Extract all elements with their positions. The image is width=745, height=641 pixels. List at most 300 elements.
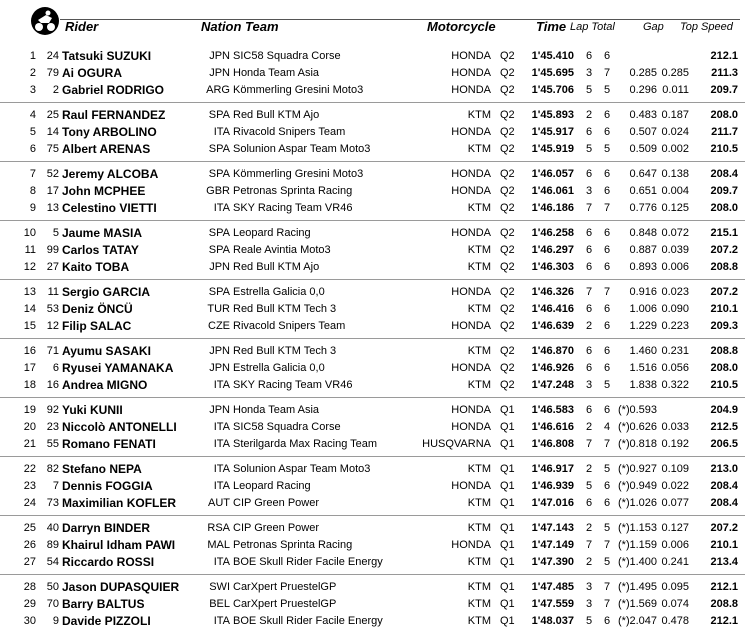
nation: SPA bbox=[208, 168, 230, 180]
gap-previous: 0.056 bbox=[661, 362, 689, 374]
team: SKY Racing Team VR46 bbox=[233, 202, 353, 214]
gap-first: 1.229 bbox=[629, 320, 657, 332]
total-laps: 7 bbox=[604, 202, 611, 214]
group-separator bbox=[0, 102, 745, 103]
rider-name: Jeremy ALCOBA bbox=[62, 167, 159, 181]
top-speed: 211.7 bbox=[711, 126, 738, 138]
col-motorcycle-header: Motorcycle bbox=[427, 19, 496, 34]
team: CIP Green Power bbox=[233, 522, 320, 534]
rider-name: Davide PIZZOLI bbox=[62, 614, 151, 628]
top-speed: 215.1 bbox=[710, 227, 738, 239]
total-laps: 7 bbox=[604, 286, 611, 298]
motorcycle: HONDA bbox=[451, 50, 491, 62]
team: SIC58 Squadra Corse bbox=[233, 50, 341, 62]
position: 12 bbox=[23, 261, 36, 273]
rider-name: Riccardo ROSSI bbox=[62, 555, 155, 569]
session: Q2 bbox=[500, 345, 515, 357]
rider-name: John MCPHEE bbox=[62, 184, 146, 198]
rider-name: Celestino VIETTI bbox=[62, 201, 157, 215]
session: Q2 bbox=[500, 67, 515, 79]
gap-first: 0.651 bbox=[629, 185, 657, 197]
rider-name: Maximilian KOFLER bbox=[62, 496, 177, 510]
table-row bbox=[0, 107, 745, 124]
lap-time: 1'45.410 bbox=[531, 50, 574, 62]
nation: CZE bbox=[208, 320, 230, 332]
nation: SPA bbox=[208, 227, 230, 239]
rider-number: 99 bbox=[46, 244, 59, 256]
motorcycle: KTM bbox=[467, 497, 491, 509]
total-laps: 6 bbox=[604, 185, 611, 197]
session: Q2 bbox=[500, 261, 515, 273]
nation: ITA bbox=[213, 202, 230, 214]
nation: JPN bbox=[209, 67, 230, 79]
motorcycle: KTM bbox=[467, 202, 491, 214]
gap-previous: 0.074 bbox=[661, 598, 689, 610]
motorcycle: HONDA bbox=[451, 168, 491, 180]
lap-time: 1'46.326 bbox=[531, 286, 574, 298]
rider-name: Romano FENATI bbox=[62, 437, 156, 451]
rider-number: 17 bbox=[46, 185, 59, 197]
lap-time: 1'46.297 bbox=[531, 244, 574, 256]
rider-number: 14 bbox=[46, 126, 59, 138]
position: 5 bbox=[29, 126, 36, 138]
lap-time: 1'47.248 bbox=[531, 379, 574, 391]
gap-first: 1.400 bbox=[629, 556, 657, 568]
table-row bbox=[0, 242, 745, 259]
gap-first: 0.647 bbox=[629, 168, 657, 180]
nation: ITA bbox=[213, 480, 230, 492]
position: 24 bbox=[23, 497, 36, 509]
gap-first: 1.569 bbox=[629, 598, 657, 610]
gap-previous: 0.241 bbox=[661, 556, 689, 568]
lap-time: 1'45.695 bbox=[531, 67, 574, 79]
group-separator bbox=[0, 220, 745, 221]
rider-number: 71 bbox=[46, 345, 59, 357]
gap-first: 0.483 bbox=[629, 109, 657, 121]
position: 17 bbox=[23, 362, 36, 374]
session: Q2 bbox=[500, 185, 515, 197]
total-laps: 7 bbox=[604, 598, 611, 610]
top-speed: 209.7 bbox=[710, 185, 738, 197]
gap-previous: 0.023 bbox=[661, 286, 689, 298]
total-laps: 6 bbox=[604, 227, 611, 239]
best-lap: 3 bbox=[586, 581, 593, 593]
nation: JPN bbox=[209, 362, 230, 374]
table-row bbox=[0, 360, 745, 377]
top-speed: 210.1 bbox=[710, 539, 738, 551]
motorcycle: KTM bbox=[467, 581, 491, 593]
lap-time: 1'46.057 bbox=[531, 168, 574, 180]
gap-first: 2.047 bbox=[629, 615, 657, 627]
group-separator bbox=[0, 279, 745, 280]
total-laps: 5 bbox=[604, 379, 611, 391]
session: Q1 bbox=[500, 615, 515, 627]
rider-number: 13 bbox=[46, 202, 59, 214]
top-speed: 210.1 bbox=[710, 303, 738, 315]
team: Red Bull KTM Ajo bbox=[233, 261, 320, 273]
gap-previous: 0.127 bbox=[661, 522, 689, 534]
table-row bbox=[0, 343, 745, 360]
col-gap-header: Gap bbox=[643, 21, 664, 33]
session: Q2 bbox=[500, 143, 515, 155]
motorcycle: KTM bbox=[467, 379, 491, 391]
gap-previous: 0.077 bbox=[661, 497, 689, 509]
table-row bbox=[0, 579, 745, 596]
nation: SPA bbox=[208, 143, 230, 155]
gap-first: 0.818 bbox=[629, 438, 657, 450]
position: 19 bbox=[23, 404, 36, 416]
rider-number: 70 bbox=[46, 598, 59, 610]
session: Q2 bbox=[500, 362, 515, 374]
rider-number: 73 bbox=[46, 497, 59, 509]
total-laps: 4 bbox=[604, 421, 611, 433]
best-lap: 2 bbox=[586, 421, 593, 433]
session: Q2 bbox=[500, 84, 515, 96]
motorcycle: KTM bbox=[467, 143, 491, 155]
rider-number: 92 bbox=[46, 404, 59, 416]
rider-number: 89 bbox=[46, 539, 59, 551]
lap-time: 1'46.258 bbox=[531, 227, 574, 239]
motorcycle: HONDA bbox=[451, 539, 491, 551]
gap-previous: 0.039 bbox=[661, 244, 689, 256]
table-row bbox=[0, 402, 745, 419]
rider-name: Carlos TATAY bbox=[62, 243, 139, 257]
rider-name: Darryn BINDER bbox=[62, 521, 151, 535]
table-row bbox=[0, 554, 745, 571]
team: Solunion Aspar Team Moto3 bbox=[233, 143, 371, 155]
best-lap: 6 bbox=[586, 50, 593, 62]
best-lap: 3 bbox=[586, 67, 593, 79]
group-separator bbox=[0, 456, 745, 457]
team: Kömmerling Gresini Moto3 bbox=[233, 168, 364, 180]
team: BOE Skull Rider Facile Energy bbox=[233, 615, 383, 627]
top-speed: 207.2 bbox=[710, 522, 738, 534]
top-speed: 207.2 bbox=[710, 286, 738, 298]
asterisk-note: (*) bbox=[618, 615, 630, 627]
motorcycle: KTM bbox=[467, 598, 491, 610]
asterisk-note: (*) bbox=[618, 598, 630, 610]
table-row bbox=[0, 436, 745, 453]
table-row bbox=[0, 225, 745, 242]
group-separator bbox=[0, 397, 745, 398]
rider-number: 79 bbox=[46, 67, 59, 79]
position: 25 bbox=[23, 522, 36, 534]
session: Q2 bbox=[500, 202, 515, 214]
position: 21 bbox=[23, 438, 36, 450]
team: Petronas Sprinta Racing bbox=[233, 185, 353, 197]
position: 2 bbox=[29, 67, 36, 79]
team: Reale Avintia Moto3 bbox=[233, 244, 331, 256]
team: Estrella Galicia 0,0 bbox=[233, 362, 325, 374]
motorcycle: HONDA bbox=[451, 185, 491, 197]
best-lap: 5 bbox=[586, 143, 593, 155]
total-laps: 6 bbox=[604, 345, 611, 357]
team: Sterilgarda Max Racing Team bbox=[233, 438, 378, 450]
best-lap: 6 bbox=[586, 244, 593, 256]
gap-first: 0.916 bbox=[629, 286, 657, 298]
table-row bbox=[0, 461, 745, 478]
rider-number: 2 bbox=[52, 84, 59, 96]
team: Rivacold Snipers Team bbox=[233, 320, 346, 332]
session: Q2 bbox=[500, 244, 515, 256]
motorcycle: HONDA bbox=[451, 404, 491, 416]
session: Q2 bbox=[500, 50, 515, 62]
motorcycle: HONDA bbox=[451, 67, 491, 79]
top-speed: 212.1 bbox=[710, 581, 738, 593]
table-row bbox=[0, 200, 745, 217]
gap-previous: 0.285 bbox=[661, 67, 689, 79]
motorcycle: KTM bbox=[467, 303, 491, 315]
rider-name: Raul FERNANDEZ bbox=[62, 108, 166, 122]
nation: SPA bbox=[208, 286, 230, 298]
gap-previous: 0.004 bbox=[661, 185, 689, 197]
session: Q2 bbox=[500, 227, 515, 239]
best-lap: 7 bbox=[586, 286, 593, 298]
top-speed: 213.0 bbox=[710, 463, 738, 475]
table-row bbox=[0, 318, 745, 335]
gap-previous: 0.138 bbox=[661, 168, 689, 180]
rider-name: Ryusei YAMANAKA bbox=[62, 361, 174, 375]
position: 11 bbox=[24, 244, 36, 256]
motorcycle: KTM bbox=[467, 244, 491, 256]
team: Petronas Sprinta Racing bbox=[233, 539, 353, 551]
total-laps: 7 bbox=[604, 581, 611, 593]
best-lap: 6 bbox=[586, 303, 593, 315]
asterisk-note: (*) bbox=[618, 421, 630, 433]
total-laps: 6 bbox=[604, 261, 611, 273]
top-speed: 209.3 bbox=[710, 320, 738, 332]
position: 22 bbox=[23, 463, 36, 475]
rider-number: 7 bbox=[52, 480, 59, 492]
lap-time: 1'46.186 bbox=[531, 202, 574, 214]
asterisk-note: (*) bbox=[618, 480, 630, 492]
gap-first: 0.507 bbox=[629, 126, 657, 138]
session: Q2 bbox=[500, 168, 515, 180]
asterisk-note: (*) bbox=[618, 404, 630, 416]
rider-number: 53 bbox=[46, 303, 59, 315]
nation: SPA bbox=[208, 244, 230, 256]
position: 1 bbox=[29, 50, 36, 62]
asterisk-note: (*) bbox=[618, 463, 630, 475]
top-speed: 207.2 bbox=[710, 244, 738, 256]
motorcycle: KTM bbox=[467, 522, 491, 534]
total-laps: 6 bbox=[604, 615, 611, 627]
session: Q1 bbox=[500, 404, 515, 416]
table-row bbox=[0, 259, 745, 276]
position: 3 bbox=[29, 84, 36, 96]
lap-time: 1'47.390 bbox=[531, 556, 574, 568]
top-speed: 208.8 bbox=[710, 598, 738, 610]
group-separator bbox=[0, 515, 745, 516]
top-speed: 208.0 bbox=[710, 202, 738, 214]
total-laps: 5 bbox=[604, 143, 611, 155]
position: 4 bbox=[29, 109, 36, 121]
best-lap: 6 bbox=[586, 168, 593, 180]
motorcycle: KTM bbox=[467, 615, 491, 627]
table-row bbox=[0, 65, 745, 82]
rider-number: 24 bbox=[46, 50, 59, 62]
group-separator bbox=[0, 161, 745, 162]
table-row bbox=[0, 301, 745, 318]
gap-previous: 0.192 bbox=[661, 438, 689, 450]
lap-time: 1'47.143 bbox=[531, 522, 574, 534]
best-lap: 3 bbox=[586, 379, 593, 391]
table-row bbox=[0, 495, 745, 512]
total-laps: 7 bbox=[604, 539, 611, 551]
gap-first: 0.848 bbox=[629, 227, 657, 239]
total-laps: 5 bbox=[604, 463, 611, 475]
best-lap: 6 bbox=[586, 261, 593, 273]
nation: ITA bbox=[213, 463, 230, 475]
session: Q2 bbox=[500, 303, 515, 315]
rider-number: 25 bbox=[46, 109, 59, 121]
gap-previous: 0.024 bbox=[661, 126, 689, 138]
rider-name: Dennis FOGGIA bbox=[62, 479, 153, 493]
session: Q2 bbox=[500, 126, 515, 138]
team: Honda Team Asia bbox=[233, 67, 320, 79]
gap-first: 0.296 bbox=[629, 84, 657, 96]
nation: SWI bbox=[209, 581, 230, 593]
gap-first: 1.153 bbox=[629, 522, 657, 534]
rider-number: 50 bbox=[46, 581, 59, 593]
rider-name: Andrea MIGNO bbox=[62, 378, 148, 392]
motorcycle: HONDA bbox=[451, 227, 491, 239]
team: Leopard Racing bbox=[233, 227, 311, 239]
gap-first: 1.006 bbox=[629, 303, 657, 315]
lap-time: 1'46.639 bbox=[531, 320, 574, 332]
position: 9 bbox=[29, 202, 36, 214]
total-laps: 6 bbox=[604, 50, 611, 62]
table-row bbox=[0, 124, 745, 141]
rider-number: 27 bbox=[46, 261, 59, 273]
motorcycle: HONDA bbox=[451, 286, 491, 298]
nation: ITA bbox=[213, 126, 230, 138]
rider-name: Tony ARBOLINO bbox=[62, 125, 157, 139]
rider-name: Yuki KUNII bbox=[62, 403, 123, 417]
gap-previous: 0.011 bbox=[662, 84, 689, 96]
table-row bbox=[0, 520, 745, 537]
table-row bbox=[0, 284, 745, 301]
gap-previous: 0.095 bbox=[661, 581, 689, 593]
best-lap: 5 bbox=[586, 480, 593, 492]
session: Q1 bbox=[500, 598, 515, 610]
lap-time: 1'45.917 bbox=[531, 126, 574, 138]
asterisk-note: (*) bbox=[618, 497, 630, 509]
position: 26 bbox=[23, 539, 36, 551]
session: Q1 bbox=[500, 463, 515, 475]
best-lap: 7 bbox=[586, 539, 593, 551]
top-speed: 212.1 bbox=[710, 615, 738, 627]
nation: ITA bbox=[213, 438, 230, 450]
motorcycle: HONDA bbox=[451, 480, 491, 492]
motorcycle: HONDA bbox=[451, 320, 491, 332]
total-laps: 6 bbox=[604, 303, 611, 315]
best-lap: 2 bbox=[586, 556, 593, 568]
gap-previous: 0.109 bbox=[661, 463, 689, 475]
total-laps: 6 bbox=[604, 126, 611, 138]
team: Honda Team Asia bbox=[233, 404, 320, 416]
asterisk-note: (*) bbox=[618, 522, 630, 534]
session: Q2 bbox=[500, 320, 515, 332]
top-speed: 209.7 bbox=[710, 84, 738, 96]
lap-time: 1'47.016 bbox=[531, 497, 574, 509]
rider-name: Tatsuki SUZUKI bbox=[62, 49, 152, 63]
best-lap: 6 bbox=[586, 362, 593, 374]
team: Rivacold Snipers Team bbox=[233, 126, 346, 138]
motorcycle: KTM bbox=[467, 345, 491, 357]
rider-number: 75 bbox=[46, 143, 59, 155]
table-row bbox=[0, 48, 745, 65]
nation: ITA bbox=[213, 379, 230, 391]
team: CIP Green Power bbox=[233, 497, 320, 509]
nation: SPA bbox=[208, 109, 230, 121]
gap-previous: 0.090 bbox=[661, 303, 689, 315]
best-lap: 6 bbox=[586, 497, 593, 509]
col-top-speed-header: Top Speed bbox=[680, 21, 733, 33]
team: Solunion Aspar Team Moto3 bbox=[233, 463, 371, 475]
gap-previous: 0.125 bbox=[661, 202, 689, 214]
team: Estrella Galicia 0,0 bbox=[233, 286, 325, 298]
rider-name: Filip SALAC bbox=[62, 319, 132, 333]
gap-first: 1.516 bbox=[629, 362, 657, 374]
table-row bbox=[0, 183, 745, 200]
rider-name: Ayumu SASAKI bbox=[62, 344, 151, 358]
team: Red Bull KTM Ajo bbox=[233, 109, 320, 121]
nation: TUR bbox=[207, 303, 230, 315]
team: CarXpert PruestelGP bbox=[233, 598, 337, 610]
session: Q2 bbox=[500, 379, 515, 391]
session: Q1 bbox=[500, 556, 515, 568]
gap-first: 1.460 bbox=[629, 345, 657, 357]
rider-number: 6 bbox=[52, 362, 59, 374]
nation: AUT bbox=[208, 497, 230, 509]
table-row bbox=[0, 613, 745, 630]
best-lap: 2 bbox=[586, 109, 593, 121]
nation: ITA bbox=[213, 556, 230, 568]
top-speed: 206.5 bbox=[710, 438, 738, 450]
rider-number: 5 bbox=[52, 227, 59, 239]
nation: GBR bbox=[206, 185, 230, 197]
best-lap: 6 bbox=[586, 126, 593, 138]
asterisk-note: (*) bbox=[618, 438, 630, 450]
gap-first: 0.509 bbox=[629, 143, 657, 155]
motorcycle: KTM bbox=[467, 109, 491, 121]
gap-previous: 0.006 bbox=[661, 261, 689, 273]
rider-number: 9 bbox=[52, 615, 59, 627]
top-speed: 210.5 bbox=[710, 379, 738, 391]
rider-number: 23 bbox=[46, 421, 59, 433]
top-speed: 208.4 bbox=[710, 480, 738, 492]
position: 8 bbox=[29, 185, 36, 197]
position: 6 bbox=[29, 143, 36, 155]
position: 14 bbox=[23, 303, 36, 315]
best-lap: 6 bbox=[586, 227, 593, 239]
table-row bbox=[0, 596, 745, 613]
top-speed: 208.0 bbox=[710, 362, 738, 374]
nation: ITA bbox=[213, 421, 230, 433]
lap-time: 1'48.037 bbox=[531, 615, 574, 627]
team: BOE Skull Rider Facile Energy bbox=[233, 556, 383, 568]
gap-first: 1.026 bbox=[629, 497, 657, 509]
best-lap: 5 bbox=[586, 615, 593, 627]
lap-time: 1'47.559 bbox=[531, 598, 574, 610]
table-row bbox=[0, 419, 745, 436]
lap-time: 1'46.416 bbox=[531, 303, 574, 315]
rider-name: Jason DUPASQUIER bbox=[62, 580, 180, 594]
total-laps: 6 bbox=[604, 404, 611, 416]
rider-number: 11 bbox=[47, 286, 59, 298]
total-laps: 6 bbox=[604, 362, 611, 374]
